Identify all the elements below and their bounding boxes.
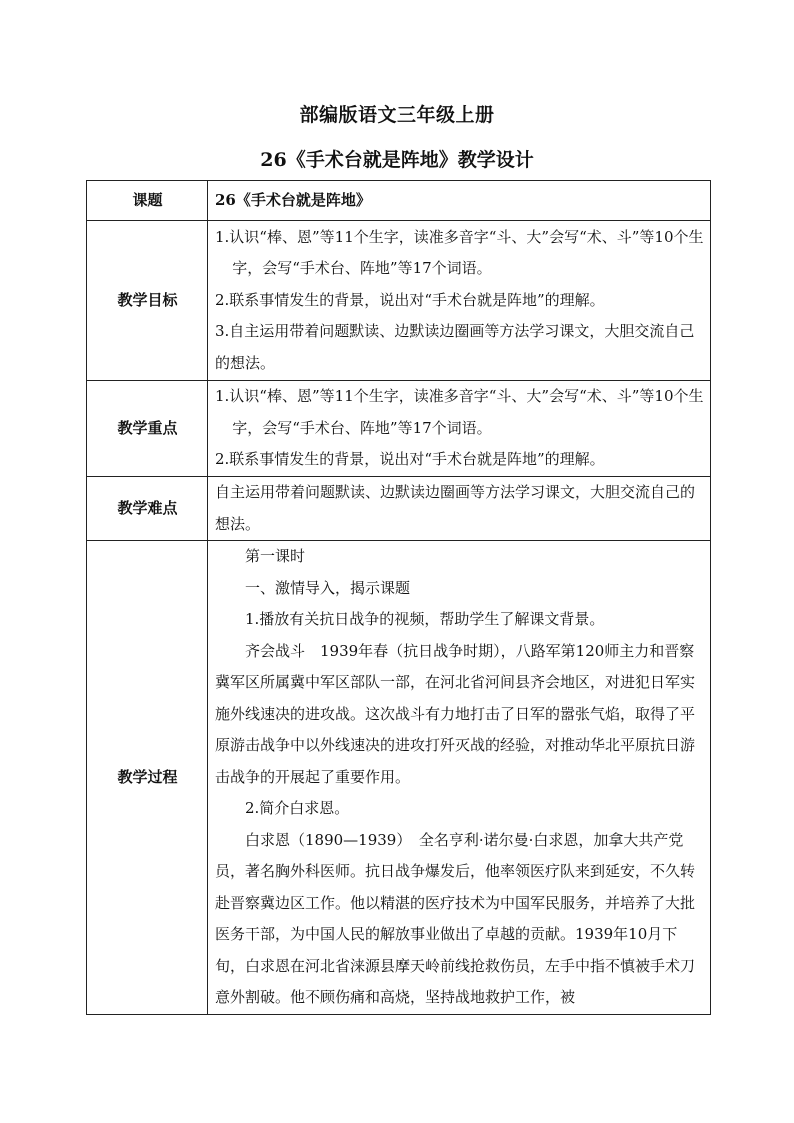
topic-value: 26《手术台就是阵地》 [208,181,711,221]
process-paragraph: 第一课时 [245,547,306,565]
goals-label: 教学目标 [87,221,208,381]
goal-item: 1.认识“棒、恩”等11个生字，读准多音字“斗、大”会写“术、斗”等10个生字，会写“手术台、阵地”等17个词语。 [215,227,704,278]
row-goals [87,221,711,381]
row-topic [87,181,711,221]
difficulties-label: 教学难点 [87,477,208,541]
lesson-title: 26《手术台就是阵地》教学设计 [260,149,534,171]
goals-content [208,221,711,381]
key-point-item: 1.认识“棒、恩”等11个生字，读准多音字“斗、大”会写“术、斗”等10个生字，会写“手术台、阵地”等17个词语。 [215,387,704,437]
process-paragraph: 白求恩（1890—1939） 全名亨利·诺尔曼·白求恩，加拿大共产党员，著名胸外科医师。抗日战争爆发后，他率领医疗队来到延安，不久转赴晋察冀边区工作。他以精湛的医疗技术为中国军民服务，并培养了大批医务干部，为中国人民的解放事业做出了卓越的贡献。1939年10月下旬，白求恩在河北省涞源县摩天岭前线抢救伤员，左手中指不慎被手术刀意外割破。他不顾伤痛和高烧，坚持战地救护工作，被 [215,830,696,1006]
page-title: 部编版语文三年级上册 [299,104,495,126]
key-points-label: 教学重点 [87,381,208,477]
goal-item: 3.自主运用带着问题默读、边默读边圈画等方法学习课文，大胆交流自己的想法。 [215,322,695,372]
row-process [87,541,711,1015]
topic-label: 课题 [87,181,208,221]
lesson-plan-table [86,180,711,1015]
process-paragraph: 2.简介白求恩。 [245,799,350,817]
row-key-points [87,381,711,477]
key-points-content [208,381,711,477]
process-paragraph: 齐会战斗 1939年春（抗日战争时期），八路军第120师主力和晋察冀军区所属冀中军区部队一部，在河北省河间县齐会地区，对进犯日军实施外线速决的进攻战。这次战斗有力地打击了日军的嚣张气焰，取得了平原游击战争中以外线速决的进攻打歼灭战的经验，对推动华北平原抗日游击战争的开展起了重要作用。 [215,641,696,786]
key-point-item: 2.联系事情发生的背景，说出对“手术台就是阵地”的理解。 [215,450,605,469]
difficulties-content: 自主运用带着问题默读、边默读边圈画等方法学习课文，大胆交流自己的想法。 [208,477,711,541]
process-content [208,541,711,1015]
process-paragraph: 1.播放有关抗日战争的视频，帮助学生了解课文背景。 [245,610,605,628]
goal-item: 2.联系事情发生的背景，说出对“手术台就是阵地”的理解。 [215,290,605,309]
process-label: 教学过程 [87,541,208,1015]
row-difficulties [87,477,711,541]
process-paragraph: 一、激情导入，揭示课题 [245,578,411,597]
